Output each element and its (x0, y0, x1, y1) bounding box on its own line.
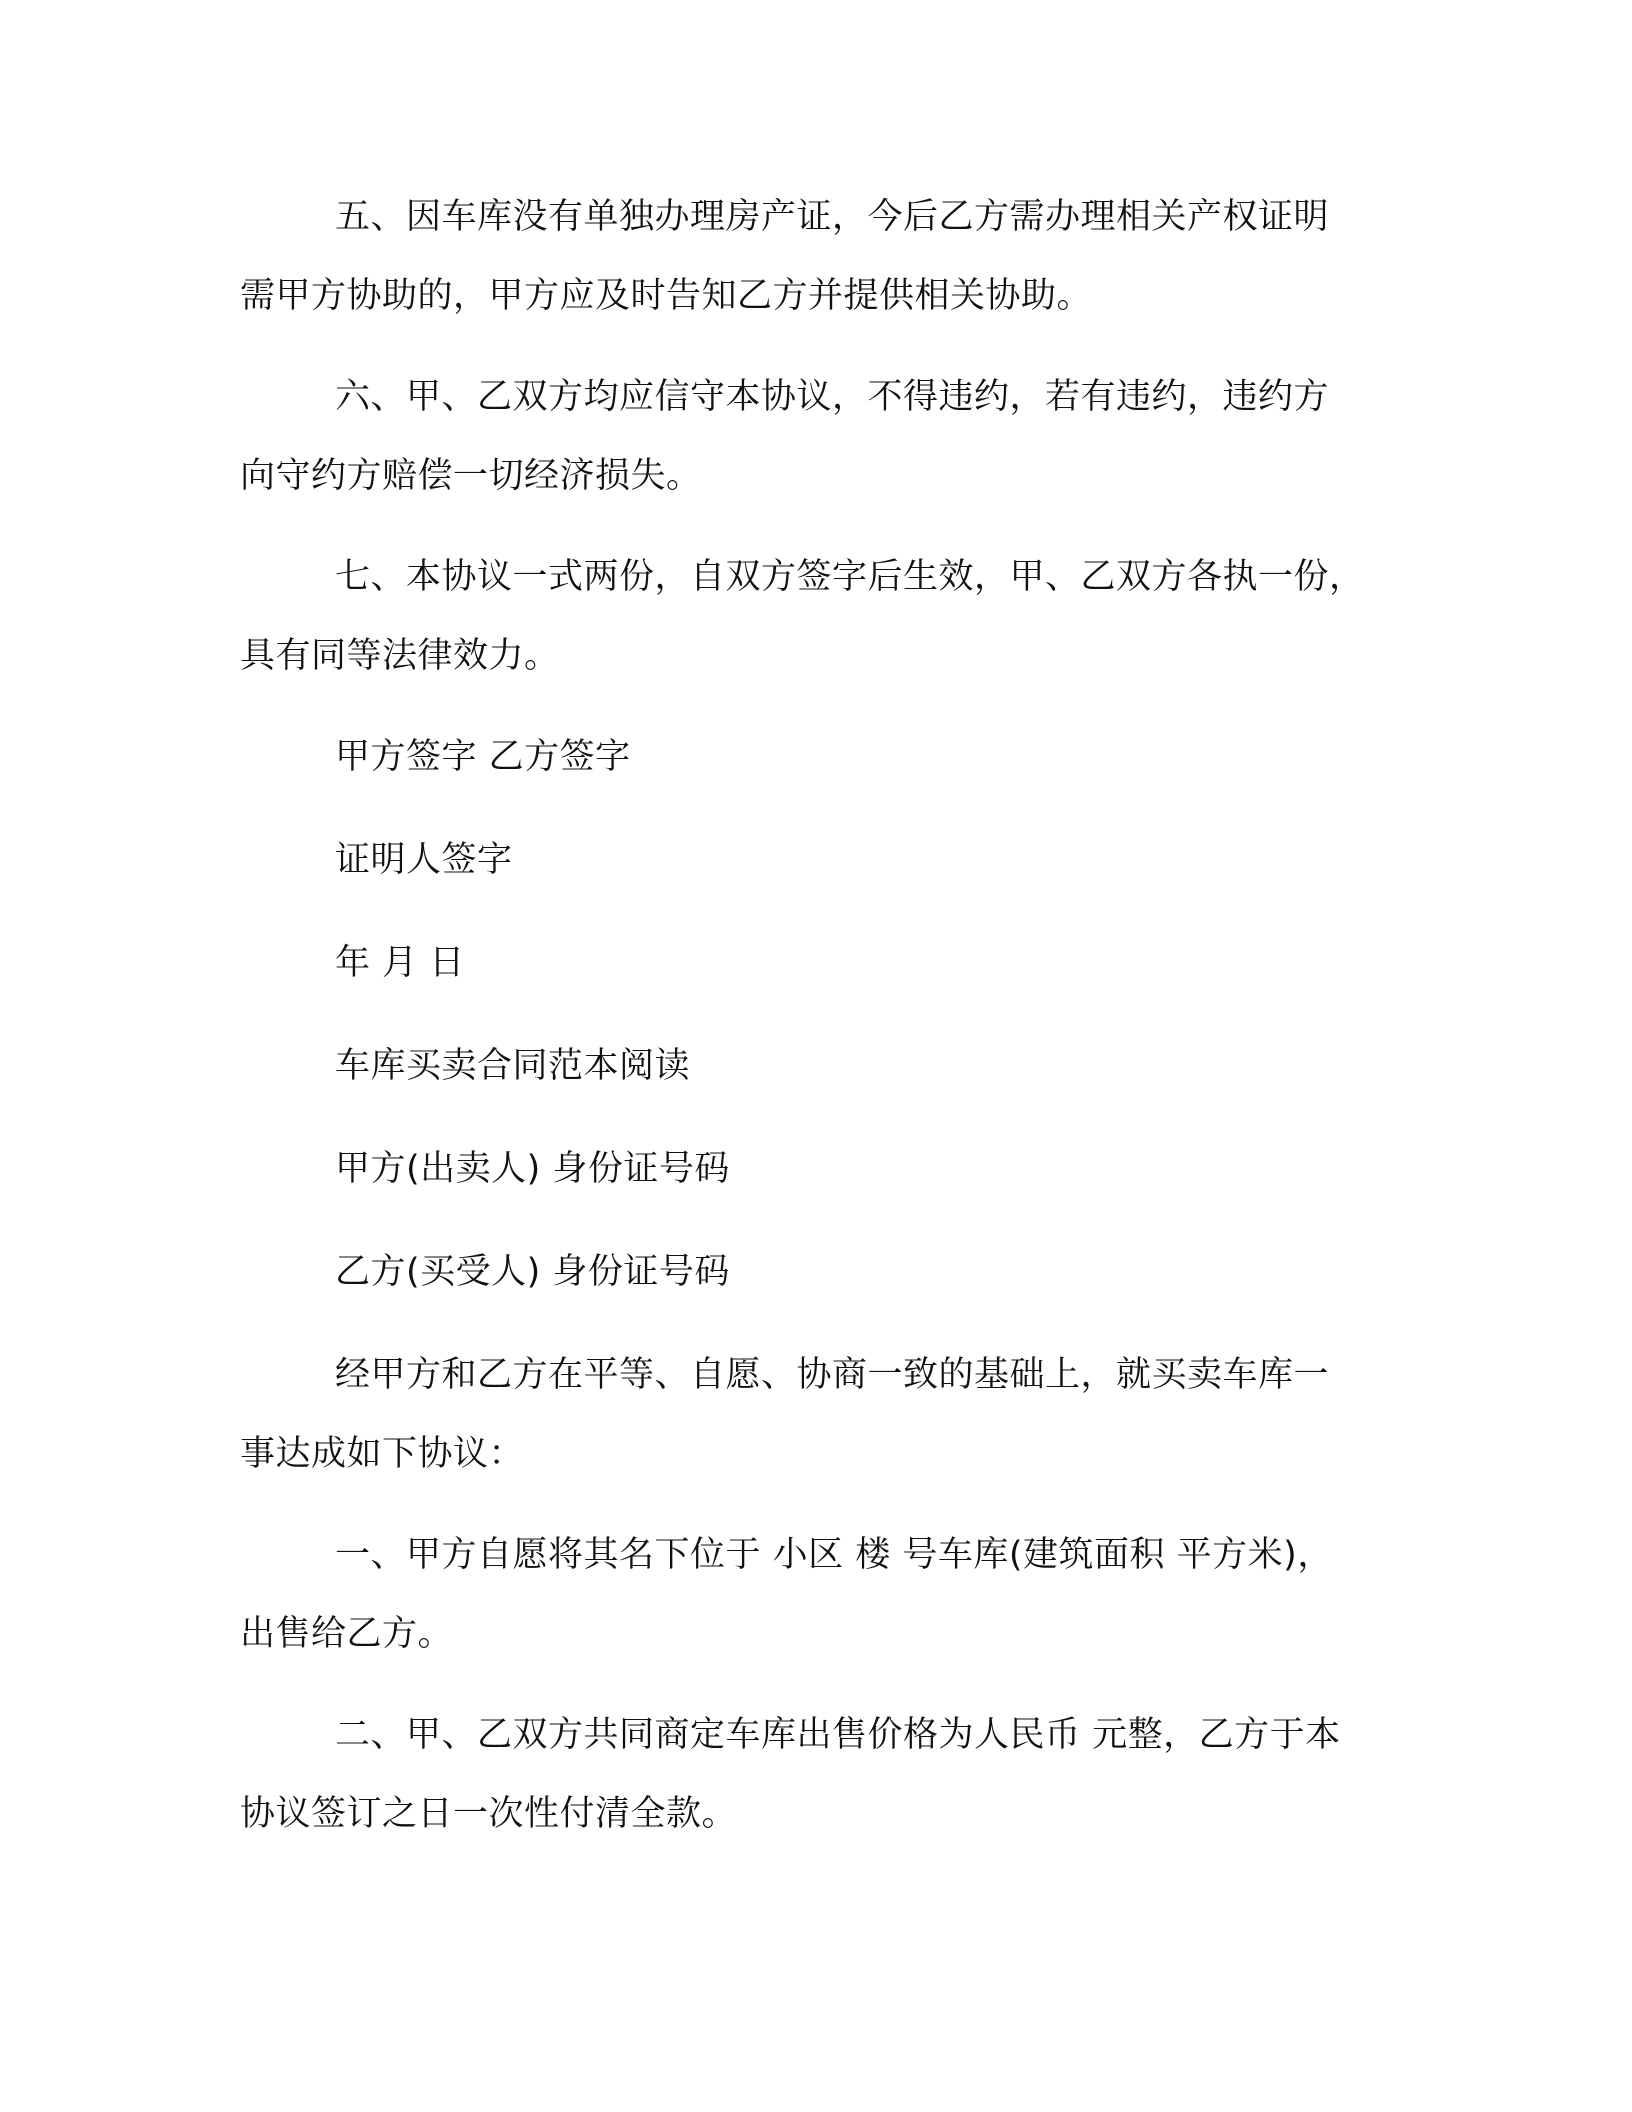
paragraph-line: 需甲方协助的，甲方应及时告知乙方并提供相关协助。 (240, 276, 1093, 316)
paragraph-line: 乙方(买受人) 身份证号码 (335, 1252, 730, 1292)
paragraph-line: 年 月 日 (335, 943, 465, 983)
paragraph-clause-7 (240, 538, 1400, 696)
party-signatures-line (240, 718, 1400, 797)
paragraph-line: 五、因车库没有单独办理房产证，今后乙方需办理相关产权证明 (335, 197, 1330, 237)
paragraph-clause-6 (240, 358, 1400, 516)
section-title (240, 1027, 1400, 1106)
paragraph-line: 经甲方和乙方在平等、自愿、协商一致的基础上，就买卖车库一 (335, 1355, 1330, 1395)
buyer-id-line (240, 1233, 1400, 1312)
paragraph-clause-2 (240, 1696, 1400, 1854)
paragraph-line: 出售给乙方。 (240, 1614, 454, 1654)
paragraph-line: 甲方(出卖人) 身份证号码 (335, 1149, 730, 1189)
paragraph-line: 向守约方赔偿一切经济损失。 (240, 456, 702, 496)
seller-id-line (240, 1130, 1400, 1209)
paragraph-line: 具有同等法律效力。 (240, 636, 560, 676)
date-line (240, 924, 1400, 1003)
paragraph-line: 协议签订之日一次性付清全款。 (240, 1794, 738, 1834)
paragraph-line: 甲方签字 乙方签字 (335, 737, 631, 777)
paragraph-line: 车库买卖合同范本阅读 (335, 1046, 691, 1086)
paragraph-line: 证明人签字 (335, 840, 513, 880)
witness-signature-line (240, 821, 1400, 900)
paragraph-clause-5 (240, 178, 1400, 336)
paragraph-line: 事达成如下协议： (240, 1434, 525, 1474)
agreement-preamble (240, 1336, 1400, 1494)
paragraph-line: 七、本协议一式两份，自双方签字后生效，甲、乙双方各执一份， (335, 557, 1365, 597)
paragraph-line: 二、甲、乙双方共同商定车库出售价格为人民币 元整，乙方于本 (335, 1715, 1341, 1755)
paragraph-clause-1 (240, 1516, 1400, 1674)
paragraph-line: 一、甲方自愿将其名下位于 小区 楼 号车库(建筑面积 平方米)， (335, 1535, 1333, 1575)
paragraph-line: 六、甲、乙双方均应信守本协议，不得违约，若有违约，违约方 (335, 377, 1330, 417)
